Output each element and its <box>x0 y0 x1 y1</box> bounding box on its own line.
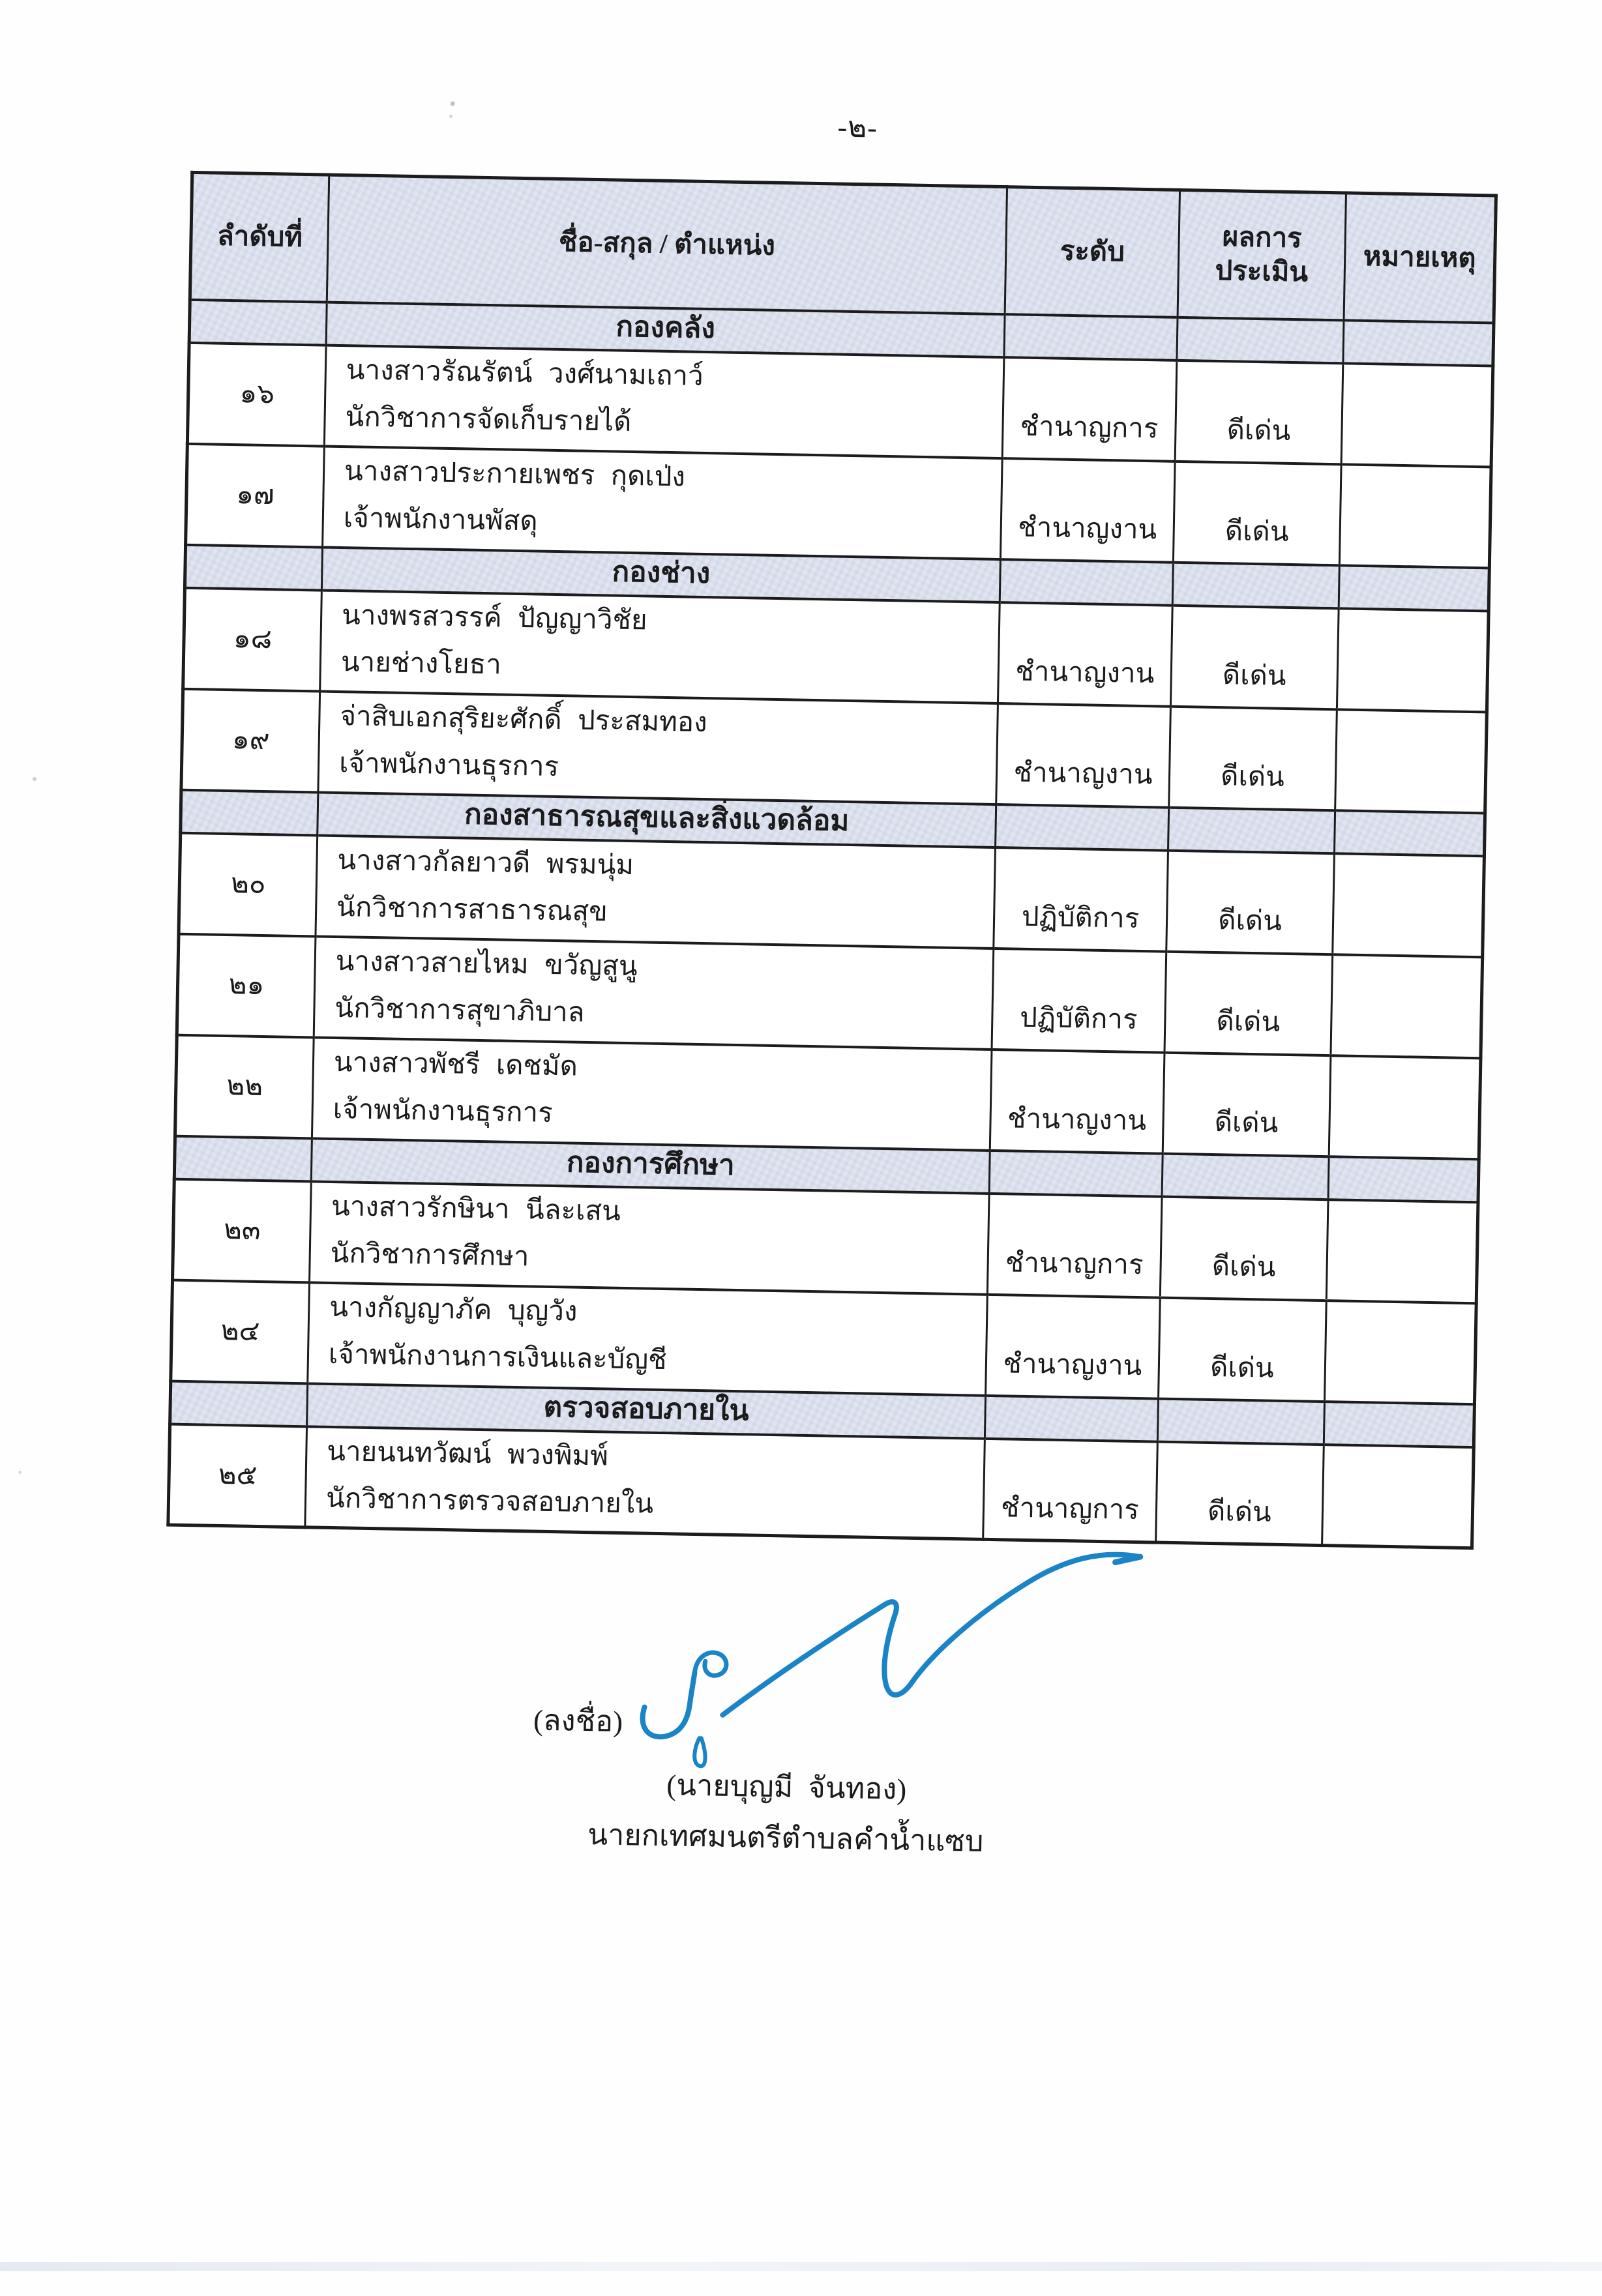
person-position: เจ้าพนักงานธุรการ <box>333 1094 554 1128</box>
person-level: ชำนาญงาน <box>986 1294 1161 1398</box>
person-level: ชำนาญงาน <box>996 703 1171 808</box>
section-title: ตรวจสอบภายใน <box>307 1383 986 1439</box>
col-header-index: ลำดับที่ <box>190 172 329 302</box>
person-level: ปฏิบัติการ <box>994 847 1168 951</box>
col-header-note: หมายเหตุ <box>1344 193 1496 323</box>
person-name: นางสาวสายไหม ขวัญสูนู <box>335 946 638 982</box>
remark-cell <box>1333 853 1485 957</box>
person-level: ชำนาญงาน <box>990 1049 1164 1153</box>
person-position: นักวิชาการสุขาภิบาล <box>334 993 585 1028</box>
row-index: ๑๗ <box>186 443 325 547</box>
name-position-cell <box>305 1426 985 1539</box>
evaluation-result: ดีเด่น <box>1170 605 1339 709</box>
evaluation-table <box>166 171 1498 1550</box>
person-name: นางสาวรัณรัตน์ วงศ์นามเถาว์ <box>346 355 704 392</box>
section-title: กองสาธารณสุขและสิ่งแวดล้อม <box>318 792 996 847</box>
col-header-name-position: ชื่อ-สกุล / ตำแหน่ง <box>327 175 1007 314</box>
person-name: นายนนทวัฒน์ พวงพิมพ์ <box>326 1436 609 1472</box>
evaluation-result: ดีเด่น <box>1164 951 1333 1055</box>
evaluation-result: ดีเด่น <box>1169 706 1337 810</box>
person-position: เจ้าพนักงานการเงินและบัญชี <box>328 1339 668 1376</box>
remark-cell <box>1331 954 1483 1058</box>
person-level: ชำนาญการ <box>983 1438 1158 1542</box>
scan-speck <box>33 777 37 781</box>
person-name: นางพรสวรรค์ ปัญญาวิชัย <box>341 600 648 636</box>
name-position-cell <box>324 345 1004 458</box>
table-body <box>168 299 1494 1548</box>
signer-title: นายกเทศมนตรีตำบลคำน้ำแซบ <box>587 1818 984 1858</box>
person-position: นักวิชาการศึกษา <box>330 1238 529 1273</box>
sign-here-label: (ลงชื่อ) <box>533 1703 623 1739</box>
table-header-row <box>190 172 1496 323</box>
person-position: นักวิชาการจัดเก็บรายได้ <box>345 402 632 437</box>
person-position: เจ้าพนักงานธุรการ <box>338 748 559 783</box>
person-name: นางกัญญาภัค บุญวัง <box>329 1292 578 1327</box>
signature-ink <box>624 1532 1163 1783</box>
evaluation-result: ดีเด่น <box>1175 360 1343 464</box>
row-index: ๑๖ <box>187 342 326 446</box>
row-index: ๒๒ <box>175 1035 314 1138</box>
row-index: ๒๐ <box>179 832 318 936</box>
person-name: นางสาวรักษินา นีละเสน <box>331 1191 621 1227</box>
person-level: ชำนาญการ <box>1002 357 1177 462</box>
name-position-cell <box>320 590 1000 703</box>
name-position-cell <box>308 1282 988 1395</box>
person-name: นางสาวประกายเพชร กุดเป่ง <box>344 456 686 492</box>
section-title: กองการศึกษา <box>311 1138 990 1194</box>
remark-cell <box>1324 1301 1476 1404</box>
person-position: เจ้าพนักงานพัสดุ <box>343 503 539 537</box>
col-header-level: ระดับ <box>1005 187 1179 317</box>
page-number: -๒- <box>837 111 878 144</box>
remark-cell <box>1326 1200 1478 1303</box>
person-position: นายช่างโยธา <box>340 647 502 681</box>
remark-cell <box>1322 1445 1474 1548</box>
section-title: กองช่าง <box>321 547 1000 602</box>
evaluation-result: ดีเด่น <box>1166 850 1335 954</box>
person-name: นางสาวพัชรี เดชมัด <box>333 1047 578 1082</box>
row-index: ๒๑ <box>177 934 316 1037</box>
row-index: ๑๙ <box>181 688 320 792</box>
name-position-cell <box>309 1181 989 1294</box>
row-index: ๒๔ <box>171 1280 310 1383</box>
evaluation-result: ดีเด่น <box>1173 461 1341 565</box>
person-level: ปฏิบัติการ <box>992 948 1166 1052</box>
person-name: นางสาวกัลยาวดี พรมนุ่ม <box>337 845 634 881</box>
remark-cell <box>1339 464 1491 568</box>
person-level: ชำนาญงาน <box>998 602 1172 707</box>
scan-speck <box>18 1471 22 1474</box>
remark-cell <box>1329 1055 1481 1159</box>
evaluation-result: ดีเด่น <box>1163 1052 1331 1156</box>
row-index: ๒๓ <box>173 1179 312 1282</box>
signer-name: (นายบุญมี จันทอง) <box>666 1769 907 1806</box>
person-name: จ่าสิบเอกสุริยะศักดิ์ ประสมทอง <box>340 701 708 738</box>
remark-cell <box>1341 363 1493 467</box>
section-title: กองคลัง <box>326 302 1005 357</box>
scan-smudge <box>449 100 455 120</box>
person-position: นักวิชาการตรวจสอบภายใน <box>325 1483 654 1520</box>
name-position-cell <box>323 446 1003 559</box>
person-level: ชำนาญงาน <box>1000 458 1175 563</box>
col-header-result: ผลการ ประเมิน <box>1178 190 1346 320</box>
name-position-cell <box>318 691 998 804</box>
name-position-cell <box>316 835 996 948</box>
evaluation-result: ดีเด่น <box>1160 1196 1328 1301</box>
evaluation-result: ดีเด่น <box>1159 1297 1327 1402</box>
person-level: ชำนาญการ <box>987 1193 1162 1297</box>
remark-cell <box>1337 608 1489 712</box>
person-position: นักวิชาการสาธารณสุข <box>336 892 608 928</box>
scan-edge-artifact <box>0 2262 1602 2271</box>
row-index: ๑๘ <box>183 587 322 691</box>
remark-cell <box>1335 709 1487 813</box>
name-position-cell <box>312 1037 992 1150</box>
evaluation-result: ดีเด่น <box>1156 1441 1324 1546</box>
name-position-cell <box>314 936 994 1049</box>
row-index: ๒๕ <box>168 1424 307 1527</box>
